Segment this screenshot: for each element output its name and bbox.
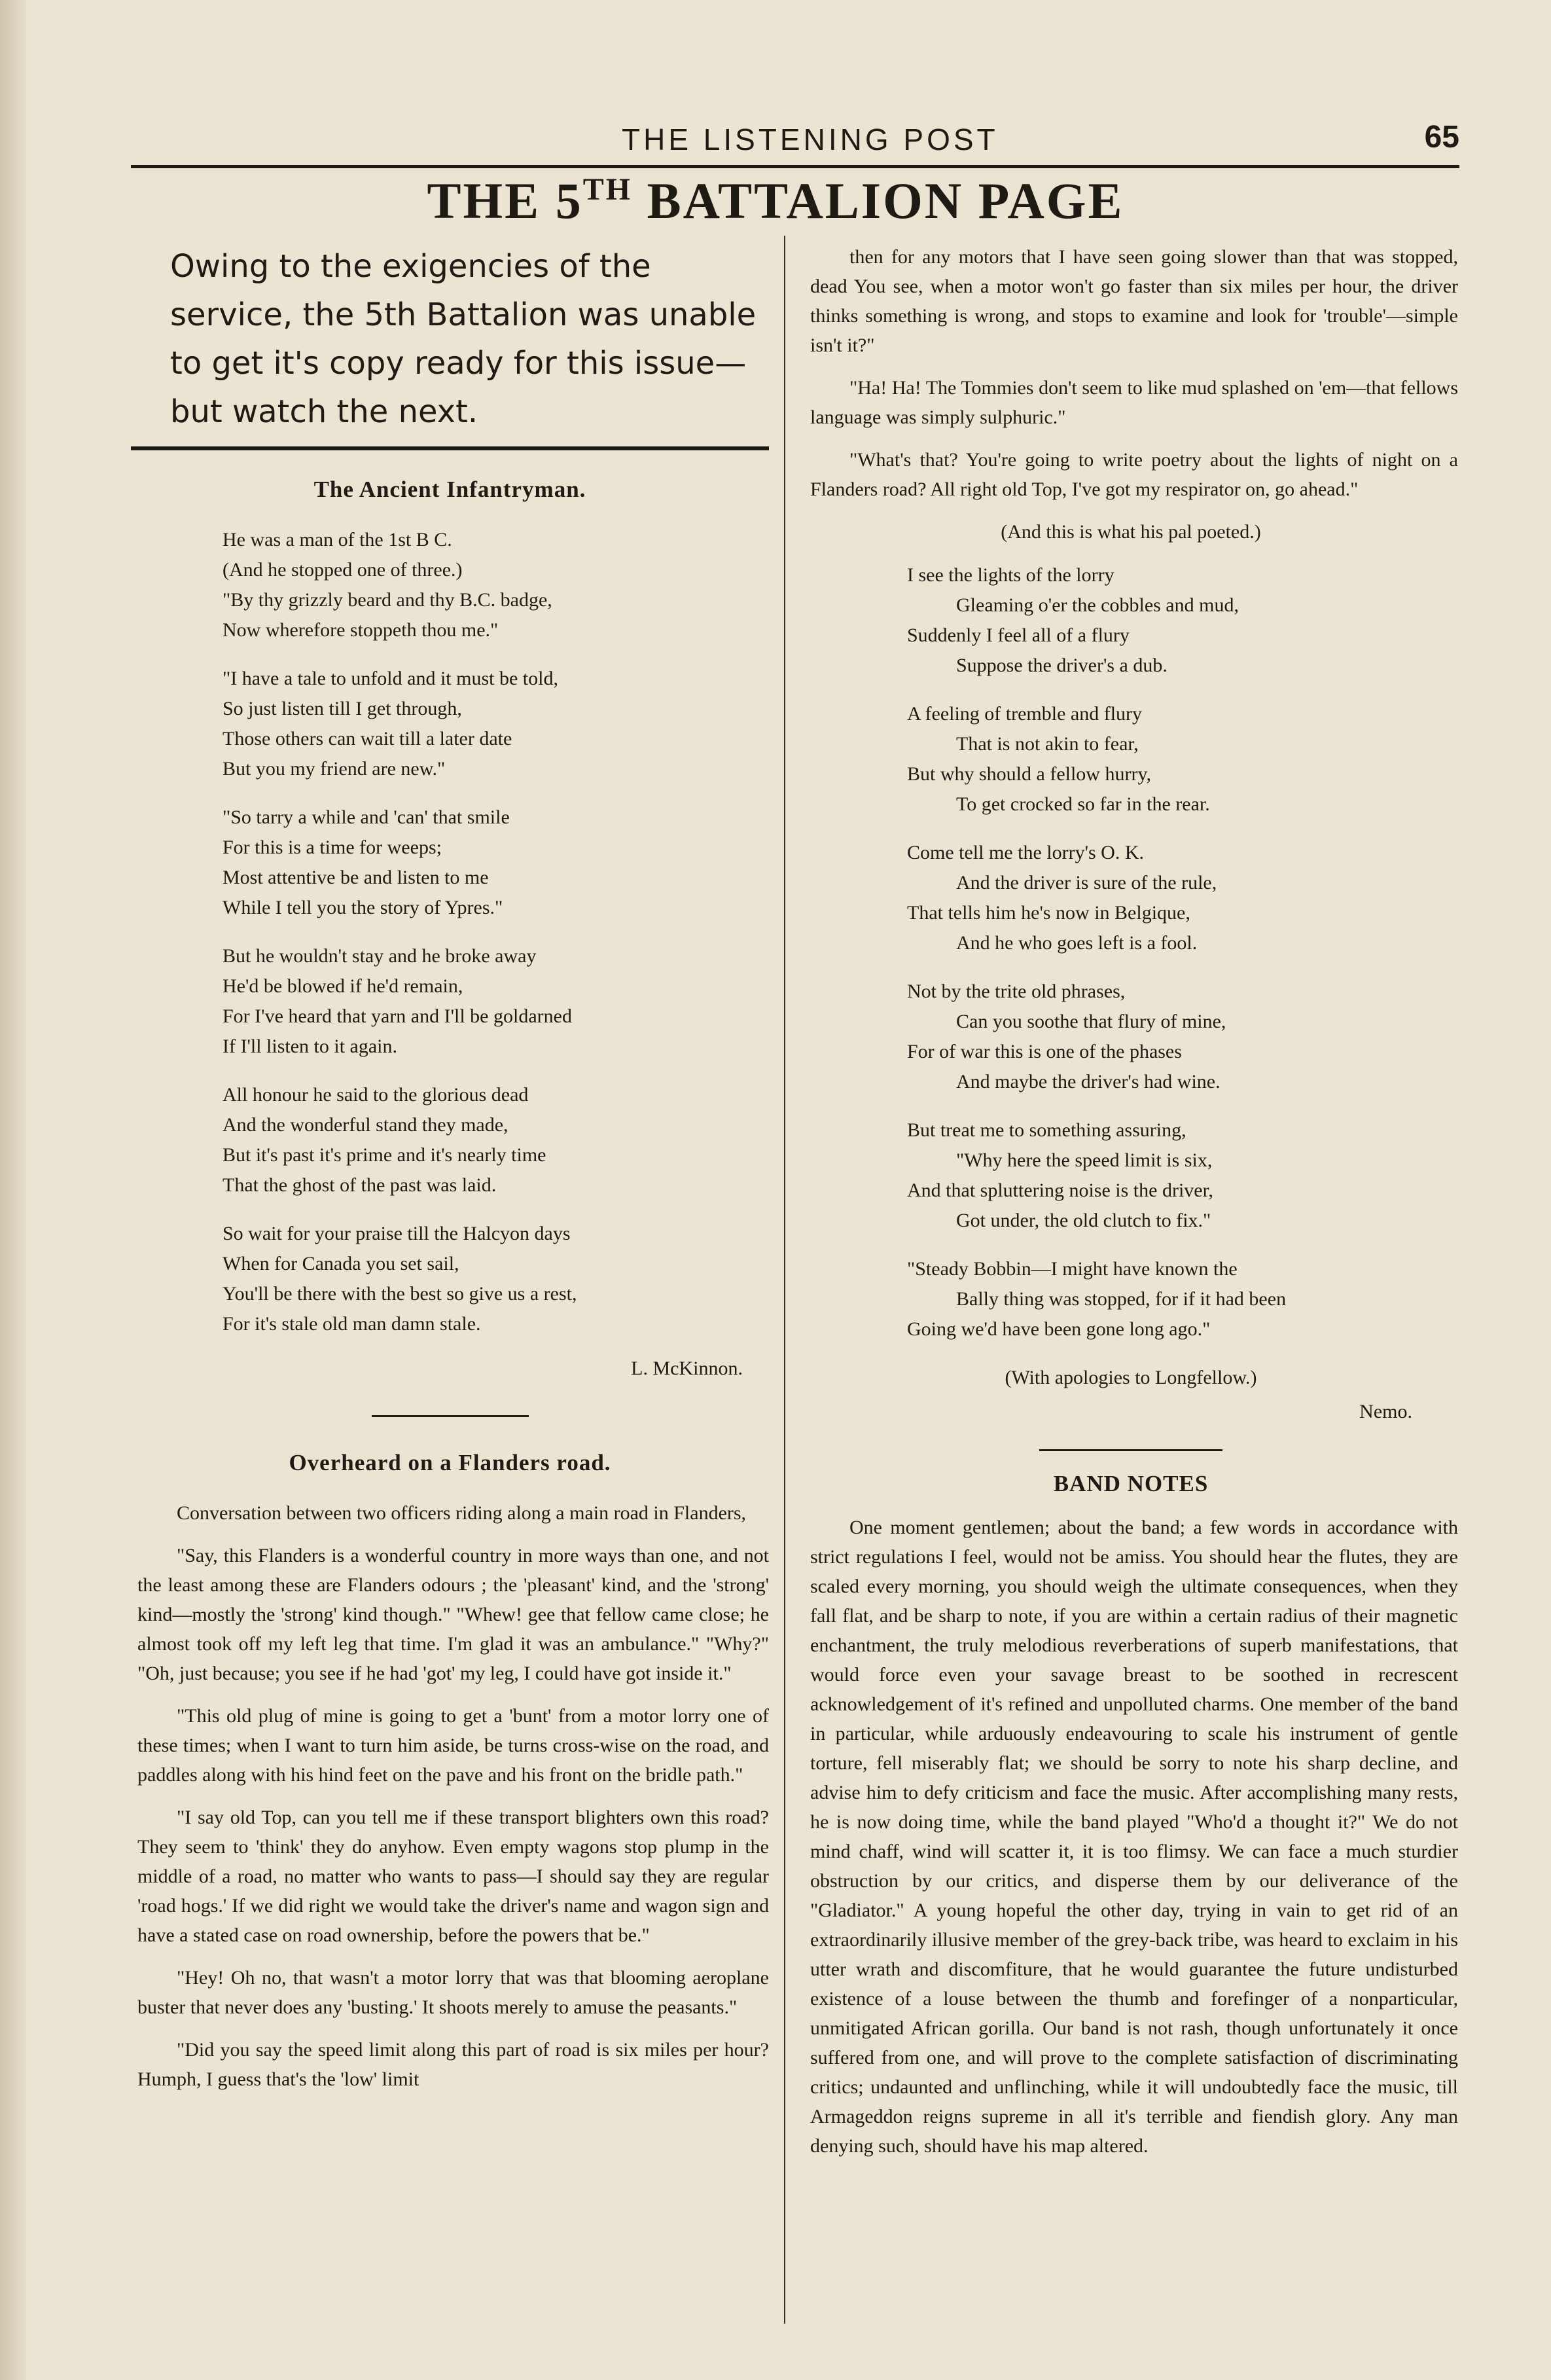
verse-line: Suddenly I feel all of a flury [907, 624, 1130, 646]
verse-line: And the driver is sure of the rule, [956, 872, 1217, 893]
page-number: 65 [1424, 120, 1459, 154]
verse-line: And that spluttering noise is the driver, [907, 1180, 1213, 1201]
header-rule [131, 165, 1459, 168]
stanza [223, 1219, 769, 1339]
verse-line: A feeling of tremble and flury [907, 703, 1143, 725]
verse-line: But he wouldn't stay and he broke away [223, 945, 537, 967]
poem-intro: (And this is what his pal poeted.) [1001, 521, 1261, 543]
verse-line: For this is a time for weeps; [223, 837, 442, 858]
article-left-body [131, 1498, 769, 2094]
verse-line: So wait for your praise till the Halcyon days [223, 1223, 571, 1244]
verse-line: That is not akin to fear, [956, 733, 1139, 755]
section-rule-short [1039, 1449, 1222, 1451]
verse-line: For I've heard that yarn and I'll be goldarned [223, 1005, 572, 1027]
page-title: THE 5TH BATTALION PAGE [427, 172, 1124, 229]
article-title: Overheard on a Flanders road. [289, 1450, 611, 1475]
verse-line: But it's past it's prime and it's nearly time [223, 1144, 546, 1166]
poem-title: The Ancient Infantryman. [313, 477, 586, 502]
verse-line: "By thy grizzly beard and thy B.C. badge, [223, 589, 552, 611]
stanza [907, 977, 1458, 1097]
verse-line: But why should a fellow hurry, [907, 763, 1152, 785]
verse-line: For of war this is one of the phases [907, 1041, 1182, 1062]
right-column [804, 242, 1458, 2174]
verse-line: But you my friend are new." [223, 758, 446, 780]
paragraph: "Did you say the speed limit along this part of road is six miles per hour? Humph, I guess that's the 'low' limit [137, 2039, 769, 2090]
verse-line: Can you soothe that flury of mine, [956, 1011, 1226, 1032]
verse-line: (And he stopped one of three.) [223, 559, 463, 581]
verse-line: Bally thing was stopped, for if it had been [956, 1288, 1287, 1310]
verse-line: Suppose the driver's a dub. [956, 655, 1168, 676]
lorry-poem [907, 560, 1458, 1344]
verse-line: And maybe the driver's had wine. [956, 1071, 1221, 1092]
article-author: Nemo. [1359, 1401, 1412, 1422]
verse-line: To get crocked so far in the rear. [956, 793, 1210, 815]
section-rule-short [372, 1415, 529, 1417]
paragraph: "Ha! Ha! The Tommies don't seem to like mud splashed on 'em—that fellows language was simply sulphuric." [810, 377, 1458, 428]
page-edge [0, 0, 26, 2380]
verse-line: When for Canada you set sail, [223, 1253, 459, 1274]
verse-line: That tells him he's now in Belgique, [907, 902, 1190, 924]
verse-line: He was a man of the 1st B C. [223, 529, 452, 550]
stanza [223, 664, 769, 784]
paragraph: then for any motors that I have seen going slower than that was stopped, dead You see, when a motor won't go faster than six miles per hour, the driver thinks something is wrong, and stops to examine and look for 'trouble'—simple isn't it?" [810, 246, 1458, 356]
verse-line: "I have a tale to unfold and it must be told, [223, 668, 558, 689]
left-column [131, 242, 769, 2107]
verse-line: So just listen till I get through, [223, 698, 462, 719]
stanza [907, 838, 1458, 958]
verse-line: Come tell me the lorry's O. K. [907, 842, 1145, 863]
verse-line: Not by the trite old phrases, [907, 981, 1126, 1002]
band-notes-title: BAND NOTES [1053, 1471, 1209, 1496]
running-head [190, 118, 1459, 164]
stanza [907, 699, 1458, 820]
ancient-infantryman-poem [223, 525, 769, 1339]
paragraph: "What's that? You're going to write poetry about the lights of night on a Flanders road? All right old Top, I've got my respirator on, go ahead." [810, 449, 1458, 500]
verse-line: That the ghost of the past was laid. [223, 1174, 497, 1196]
poem-author: L. McKinnon. [631, 1358, 743, 1379]
verse-line: I see the lights of the lorry [907, 564, 1114, 586]
verse-line: Got under, the old clutch to fix." [956, 1210, 1211, 1231]
verse-line: And the wonderful stand they made, [223, 1114, 508, 1136]
verse-line: For it's stale old man damn stale. [223, 1313, 481, 1335]
running-title: THE LISTENING POST [622, 122, 999, 156]
section-rule [131, 446, 769, 450]
paragraph: "Say, this Flanders is a wonderful country in more ways than one, and not the least among these are Flanders odours ; the 'pleasant' kind, and the 'strong' kind—mostly the 'strong' kind though." "Whew! gee that fellow came close; he almost took off my left leg that time. I'm glad it was an ambulance." "Why?" "Oh, just because; you see if he had 'got' my leg, I could have got inside it." [137, 1545, 769, 1684]
verse-line: Gleaming o'er the cobbles and mud, [956, 594, 1239, 616]
stanza [907, 1254, 1458, 1344]
stanza [223, 802, 769, 923]
verse-line: You'll be there with the best so give us a rest, [223, 1283, 577, 1305]
verse-line: "Why here the speed limit is six, [956, 1149, 1213, 1171]
stanza [223, 1080, 769, 1200]
stanza [907, 1115, 1458, 1236]
verse-line: While I tell you the story of Ypres." [223, 897, 503, 918]
paragraph: "I say old Top, can you tell me if these transport blighters own this road? They seem to 'think' they do anyhow. Even empty wagons stop plump in the middle of a road, no matter who wants to pass—I should say they are regular 'road hogs.' If we did right we would take the driver's name and wagon sign and have a stated case on road ownership, before the powers that be." [137, 1807, 769, 1946]
stanza [907, 560, 1458, 681]
verse-line: And he who goes left is a fool. [956, 932, 1198, 954]
band-notes-text: One moment gentlemen; about the band; a few words in accordance with strict regulations I feel, would not be amiss. You should hear the flutes, they are scaled every morning, you should weigh the ultimate consequences, when they fall flat, and be sharp to note, if you are within a certain radius of their magnetic enchantment, the truly melodious reverberations of superb manifestations, that would force even your savage breast to be soothed in recrescent acknowledgement of it's refined and unpolluted charms. One member of the band in particular, while arduously endeavouring to scale his instrument of gentle torture, fell miserably flat; we should be sorry to note his sharp decline, and advise him to defy criticism and face the music. After accomplishing many rests, he is now doing time, while the band played "Who'd a thought it?" We do not mind chaff, wind will scatter it, it is too flimsy. We can face a much sturdier obstruction by our critics, and disperse them by our deliverance of the "Gladiator." A young hopeful the other day, trying in vain to get rid of an extraordinarily illusive member of the grey-back tribe, was heard to exclaim in his utter wrath and discomfiture, that he would guarantee the future undisturbed existence of a louse between the thumb and forefinger of a nonparticular, unmitigated African gorilla. Our band is not rash, though unfortunately it once suffered from one, and will prove to the complete satisfaction of discriminating critics; undaunted and unflinching, while it will undoubtedly face the music, till Armageddon reigns supreme in all it's terrible and fiendish glory. Any man denying such, should have his map altered. [810, 1517, 1458, 2157]
article-right-body [804, 242, 1458, 504]
stanza [223, 941, 769, 1062]
verse-line: "So tarry a while and 'can' that smile [223, 806, 510, 828]
verse-line: Going we'd have been gone long ago." [907, 1318, 1211, 1340]
paragraph: "Hey! Oh no, that wasn't a motor lorry that was that blooming aeroplane buster that never does any 'busting.' It shoots merely to amuse the peasants." [137, 1967, 769, 2018]
verse-line: If I'll listen to it again. [223, 1036, 398, 1057]
column-divider [784, 236, 785, 2324]
apology-line: (With apologies to Longfellow.) [1005, 1367, 1257, 1388]
verse-line: But treat me to something assuring, [907, 1119, 1186, 1141]
verse-line: "Steady Bobbin—I might have known the [907, 1258, 1238, 1280]
stanza [223, 525, 769, 645]
paragraph: Conversation between two officers riding along a main road in Flanders, [177, 1502, 747, 1524]
paragraph: "This old plug of mine is going to get a 'bunt' from a motor lorry one of these times; when I want to turn him aside, be turns cross-wise on the road, and paddles along with his hind feet on the pave and his front on the bridle path." [137, 1705, 769, 1786]
verse-line: Now wherefore stoppeth thou me." [223, 619, 499, 641]
verse-line: All honour he said to the glorious dead [223, 1084, 529, 1106]
battalion-notice: Owing to the exigencies of the service, the 5th Battalion was unable to get it's copy ready for this issue—but watch the next. [170, 248, 757, 430]
verse-line: Most attentive be and listen to me [223, 867, 489, 888]
verse-line: Those others can wait till a later date [223, 728, 512, 749]
verse-line: He'd be blowed if he'd remain, [223, 975, 463, 997]
